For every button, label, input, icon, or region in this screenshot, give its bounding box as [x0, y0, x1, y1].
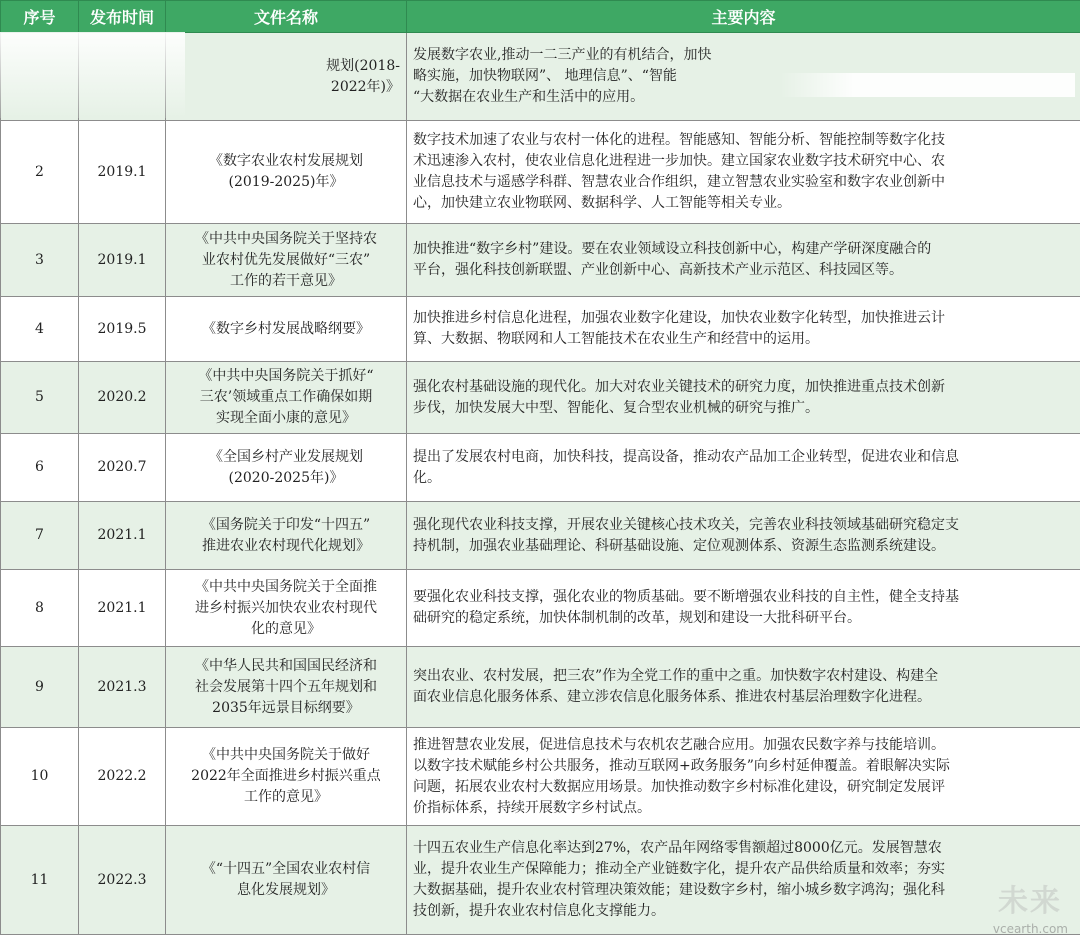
content-line: 化。: [413, 469, 441, 486]
row-document-name: [166, 121, 407, 224]
row-main-content: [407, 362, 1080, 434]
header-name: 文件名称: [166, 1, 407, 33]
row-date: 2021.1: [79, 570, 166, 647]
content-line: 推进智慧农业发展，促进信息技术与农机农艺融合应用。加强农民数字养与技能培训。: [413, 736, 945, 753]
row-document-name: [166, 570, 407, 647]
row-date: 2022.2: [79, 728, 166, 826]
document-name-line: 《中共中央国务院关于抓好“: [198, 368, 374, 384]
blurred-overlay: [780, 73, 1075, 97]
content-line: 步伐，加快发展大中型、智能化、复合型农业机械的研究与推广。: [413, 399, 819, 416]
content-line: 问题，拓展农业农村大数据应用场景。加快推动数字乡村标准化建设，研究制定发展评: [413, 778, 945, 795]
document-name-line: 进乡村振兴加快农业农村现代: [195, 599, 377, 616]
document-name-line: 化的意见》: [251, 620, 321, 637]
document-name-line: 工作的意见》: [244, 789, 328, 805]
row-main-content: [407, 121, 1080, 224]
content-line: 发展数字农业,推动一二三产业的有机结合，加快: [413, 47, 712, 63]
row-document-name: [166, 728, 407, 826]
row-main-content: [407, 647, 1080, 728]
content-line: 业信息技术与遥感学科群、智慧农业合作组织，建立智慧农业实验室和数字农业创新中: [413, 174, 945, 190]
document-name-line: 《中共中央国务院关于坚持农: [195, 230, 377, 247]
row-date: 2020.2: [79, 362, 166, 434]
content-line: 以数字技术赋能乡村公共服务，推动互联网+政务服务”向乡村延伸覆盖。着眼解决实际: [413, 757, 950, 774]
table-row: [1, 224, 1080, 297]
row-date: 2021.3: [79, 647, 166, 728]
table-row: [1, 502, 1080, 570]
document-name-line: 工作的若干意见》: [230, 272, 342, 289]
row-document-name: [166, 502, 407, 570]
row-index: 4: [1, 297, 79, 362]
content-line: 持机制，加强农业基础理论、科研基础设施、定位观测体系、资源生态监测系统建设。: [413, 537, 945, 554]
row-index: 8: [1, 570, 79, 647]
document-name-line: 《数字农业农村发展规划: [209, 153, 363, 169]
content-line: 提出了发展农村电商，加快科技，提高设备，推动农产品加工企业转型，促进农业和信息: [413, 448, 959, 465]
content-line: 十四五农业生产信息化率达到27%，农产品年网络零售额超过8000亿元。发展智慧农: [413, 840, 942, 856]
content-line: 大数据基础，提升农业农村管理决策效能；建设数字乡村，缩小城乡数字鸿沟；强化科: [413, 882, 945, 898]
table-row: [1, 362, 1080, 434]
row-date: 2021.1: [79, 502, 166, 570]
document-name-line: 《全国乡村产业发展规划: [209, 448, 363, 465]
row-main-content: [407, 297, 1080, 362]
table-row: [1, 121, 1080, 224]
header-index: 序号: [1, 1, 79, 33]
document-name-line: (2020-2025年)》: [228, 469, 344, 486]
content-line: 面农业信息化服务体系、建立涉农信息化服务体系、推进农村基层治理数字化进程。: [413, 689, 931, 705]
document-name-line: 《“十四五”全国农业农村信: [201, 861, 371, 877]
content-line: 数字技术加速了农业与农村一体化的进程。智能感知、智能分析、智能控制等数字化技: [413, 132, 945, 148]
row-index: 2: [1, 121, 79, 224]
row-index: 9: [1, 647, 79, 728]
row-date: 2022.3: [79, 826, 166, 935]
document-name-line: 2022年全面推进乡村振兴重点: [191, 768, 381, 784]
document-name-line: 规划(2018-: [326, 57, 400, 74]
content-line: 平台，强化科技创新联盟、产业创新中心、高新技术产业示范区、科技园区等。: [413, 262, 903, 278]
content-line: 略实施，加快物联网”、 地理信息”、“智能: [413, 68, 677, 84]
document-name-line: 三农’领域重点工作确保如期: [199, 389, 373, 405]
row-document-name: [166, 33, 407, 121]
content-line: 强化现代农业科技支撑，开展农业关键核心技术攻关，完善农业科技领域基础研究稳定支: [413, 516, 959, 533]
row-main-content: [407, 728, 1080, 826]
document-name-line: 社会发展第十四个五年规划和: [195, 678, 377, 695]
row-document-name: [166, 224, 407, 297]
row-document-name: [166, 297, 407, 362]
table-header-row: [1, 1, 1080, 33]
content-line: 要强化农业科技支撑，强化农业的物质基础。要不断增强农业科技的自主性，健全支持基: [413, 589, 959, 605]
document-name-line: 息化发展规划》: [237, 882, 335, 898]
row-main-content: [407, 570, 1080, 647]
table-row: [1, 570, 1080, 647]
document-name-line: (2019-2025)年》: [228, 174, 344, 190]
row-main-content: [407, 826, 1080, 935]
document-name-line: 《中共中央国务院关于做好: [202, 747, 370, 763]
row-document-name: [166, 826, 407, 935]
table-row: [1, 297, 1080, 362]
row-index: 7: [1, 502, 79, 570]
row-main-content: [407, 434, 1080, 502]
row-date: 2019.1: [79, 121, 166, 224]
header-date: 发布时间: [79, 1, 166, 33]
document-name-line: 《数字乡村发展战略纲要》: [202, 320, 370, 337]
watermark-url: vcearth.com: [992, 922, 1068, 936]
row-date: 2020.7: [79, 434, 166, 502]
document-name-line: 2035年远景目标纲要》: [212, 699, 360, 716]
row-main-content: [407, 502, 1080, 570]
row-index: 6: [1, 434, 79, 502]
content-line: 加快推进“数字乡村”建设。要在农业领域设立科技创新中心，构建产学研深度融合的: [413, 241, 932, 257]
content-line: 业，提升农业生产保障能力；推动全产业链数字化，提升农产品供给质量和效率；夯实: [413, 861, 945, 877]
document-name-line: 《中华人民共和国国民经济和: [195, 657, 377, 674]
content-line: 突出农业、农村发展，把三农”作为全党工作的重中之重。加快数字农村建设、构建全: [413, 668, 939, 684]
content-line: 算、大数据、物联网和人工智能技术在农业生产和经营中的运用。: [413, 331, 819, 347]
content-line: 心，加快建立农业物联网、数据科学、人工智能等相关专业。: [413, 195, 791, 211]
table-row: [1, 647, 1080, 728]
row-document-name: [166, 434, 407, 502]
content-line: 技创新，提升农业农村信息化支撑能力。: [413, 903, 665, 919]
row-date: 2019.5: [79, 297, 166, 362]
table-row: [1, 728, 1080, 826]
content-line: 术迅速渗入农村，使农业信息化进程进一步加快。建立国家农业数字技术研究中心、农: [413, 153, 945, 169]
row-index: 11: [1, 826, 79, 935]
row-document-name: [166, 362, 407, 434]
content-line: “大数据在农业生产和生活中的应用。: [413, 89, 645, 105]
document-name-line: 实现全面小康的意见》: [216, 410, 356, 426]
document-name-line: 《中共中央国务院关于全面推: [195, 578, 377, 595]
row-date: 2019.1: [79, 224, 166, 297]
content-line: 强化农村基础设施的现代化。加大对农业关键技术的研究力度，加快推进重点技术创新: [413, 378, 945, 395]
document-name-line: 2022年)》: [330, 78, 400, 95]
document-name-line: 《国务院关于印发“十四五”: [201, 516, 371, 533]
content-line: 加快推进乡村信息化进程，加强农业数字化建设，加快农业数字化转型，加快推进云计: [413, 310, 945, 326]
document-name-line: 推进农业农村现代化规划》: [202, 537, 370, 554]
row-index: 5: [1, 362, 79, 434]
watermark-logo: 未来: [998, 884, 1062, 919]
content-line: 价指标体系，持续开展数字乡村试点。: [413, 799, 651, 816]
table-row: [1, 826, 1080, 935]
table-row: [1, 434, 1080, 502]
content-line: 础研究的稳定系统，加快体制机制的改革，规划和建设一大批科研平台。: [413, 610, 861, 626]
header-content: 主要内容: [407, 1, 1080, 33]
row-main-content: [407, 224, 1080, 297]
row-document-name: [166, 647, 407, 728]
row-index: 3: [1, 224, 79, 297]
document-name-line: 业农村优先发展做好“三农”: [201, 251, 371, 268]
blurred-overlay: [0, 32, 185, 118]
row-index: 10: [1, 728, 79, 826]
